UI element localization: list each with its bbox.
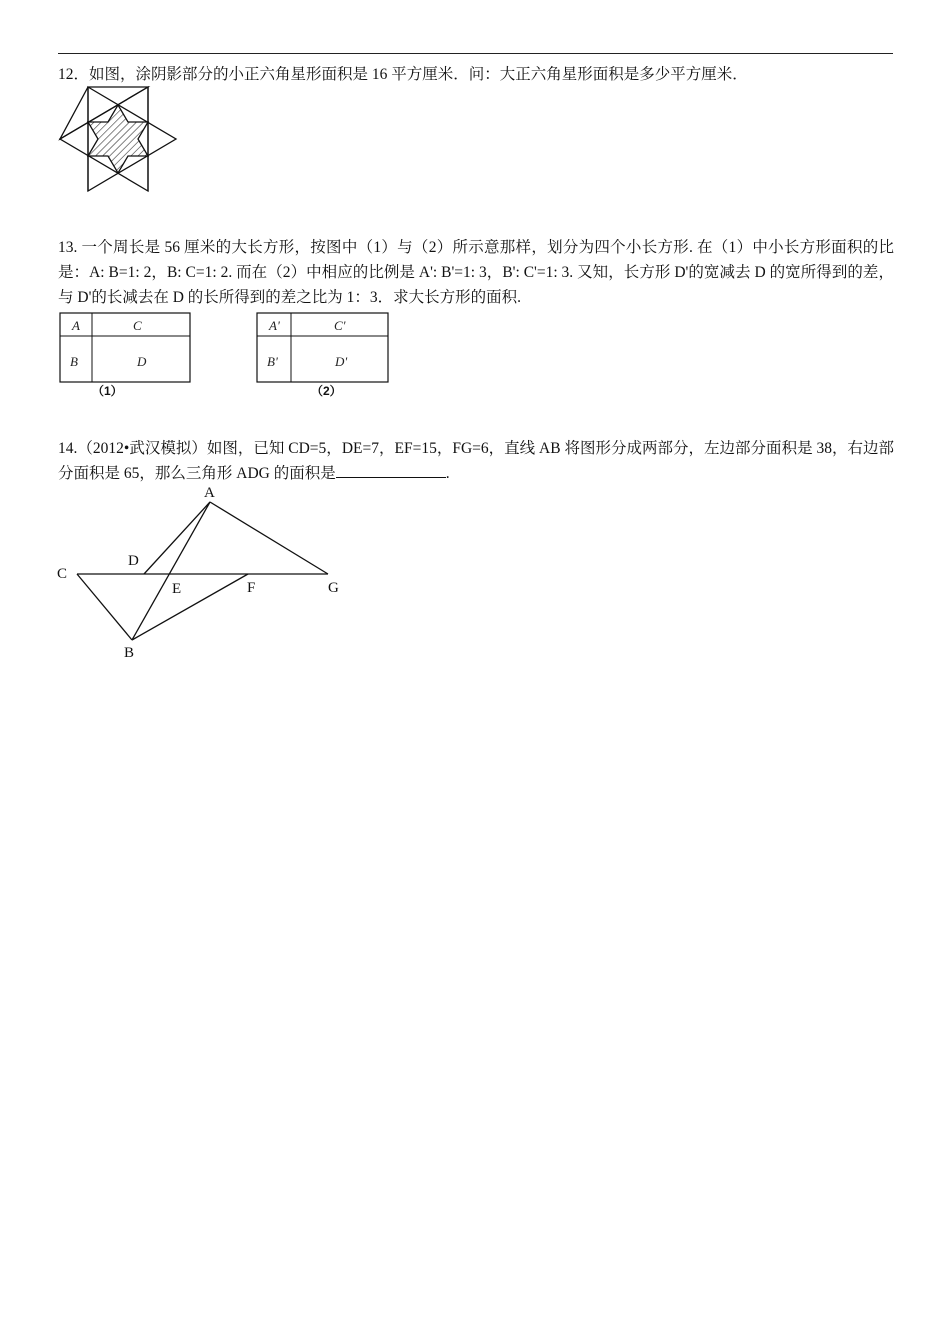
- cell-c: C: [133, 318, 142, 333]
- point-d-label: D: [128, 553, 139, 569]
- cell-b-prime: B': [267, 354, 278, 369]
- cell-a-prime: A': [269, 318, 280, 333]
- rectangle-figure-2: [256, 312, 390, 398]
- cell-d: D: [137, 354, 147, 369]
- figure-1-caption: （1）: [92, 384, 123, 398]
- question-13: [58, 235, 894, 310]
- point-f-label: F: [247, 580, 256, 596]
- point-a-label: A: [204, 485, 215, 501]
- top-rule: [58, 53, 893, 54]
- question-14-text: 14.（2012•武汉模拟）如图，已知 CD=5，DE=7，EF=15，FG=6，直线 AB 将图形分成两部分，左边部分面积是 38，右边部分面积是 65，那么三角形 ADG 的面积是: [58, 440, 894, 482]
- figure-2-caption: （2）: [311, 384, 342, 398]
- point-c-label: C: [57, 566, 68, 582]
- question-13-text: 13. 一个周长是 56 厘米的大长方形，按图中（1）与（2）所示意那样，划分为四个小长方形. 在（1）中小长方形面积的比是：A: B=1: 2，B: C=1: 2. 而在（2）中相应的比例是 A': B'=1: 3，B': C'=1: 3. 又知，长方形 D'的宽减去 D 的宽所得到的差，与 D'的长减去在 D 的长所得到的差之比为 1：3．求大长方形的面积.: [58, 239, 894, 306]
- point-e-label: E: [172, 581, 182, 597]
- triangle-figure: [52, 480, 352, 660]
- cell-c-prime: C': [334, 318, 346, 333]
- question-12-text: 12．如图，涂阴影部分的小正六角星形面积是 16 平方厘米．问：大正六角星形面积是多少平方厘米．: [58, 66, 748, 83]
- small-star-shaded: [88, 105, 148, 173]
- point-b-label: B: [124, 645, 135, 661]
- cell-b: B: [70, 354, 78, 369]
- question-14-end: .: [445, 465, 450, 482]
- answer-blank[interactable]: [336, 463, 446, 478]
- cell-a: A: [72, 318, 80, 333]
- hexagram-figure: [58, 87, 178, 193]
- cell-d-prime: D': [335, 354, 348, 369]
- question-12: [58, 62, 894, 87]
- question-14: [58, 436, 894, 486]
- point-g-label: G: [328, 580, 339, 596]
- rectangle-figure-1: [59, 312, 193, 398]
